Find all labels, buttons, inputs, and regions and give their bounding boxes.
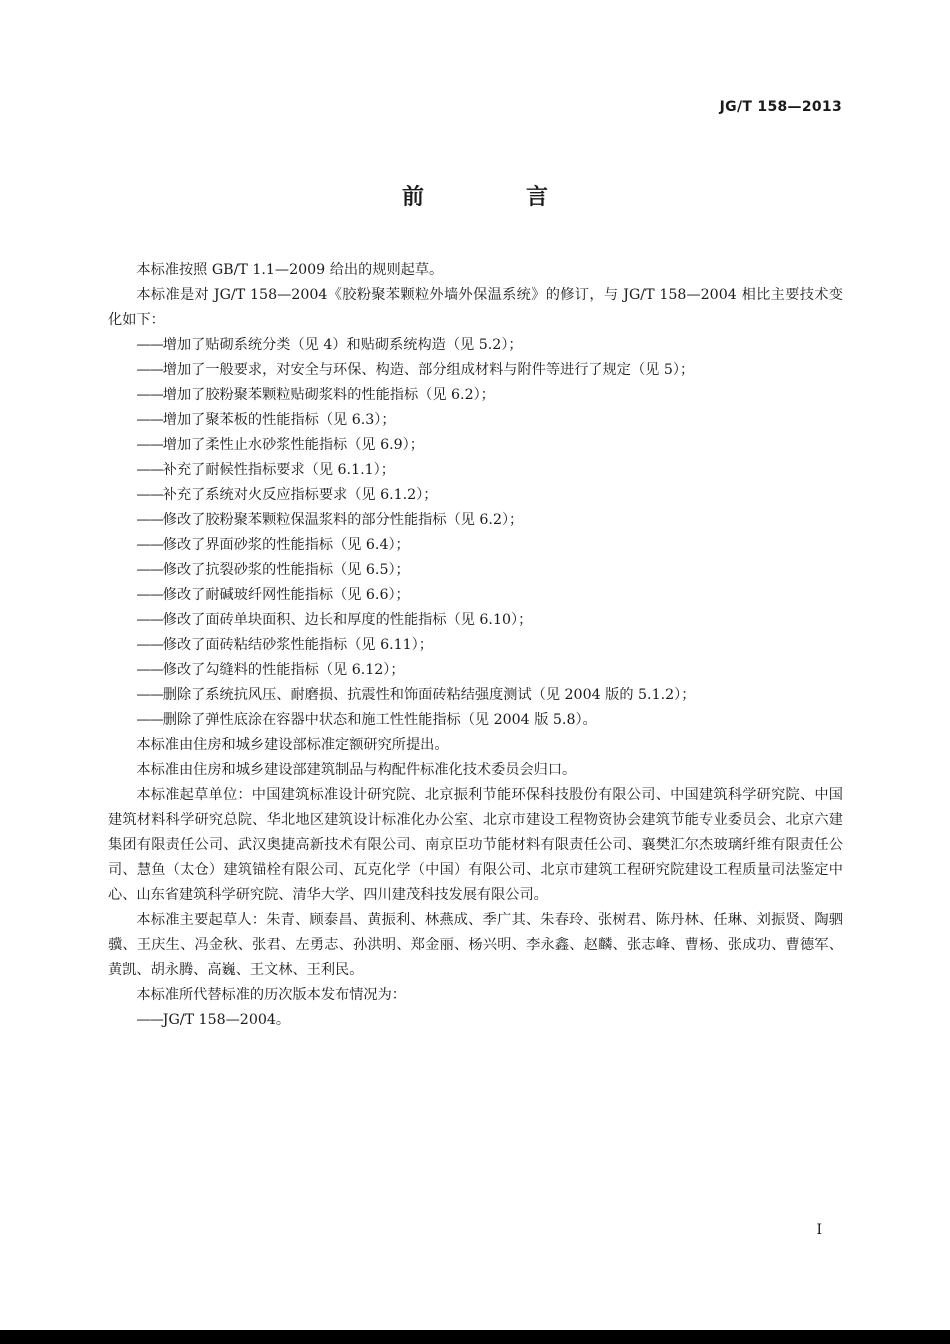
paragraph-proposer: 本标准由住房和城乡建设部标准定额研究所提出。 [136,737,449,753]
paragraph-drafting-units: 本标准起草单位：中国建筑标准设计研究院、北京振利节能环保科技股份有限公司、中国建筑科学研究院、中国建筑材料科学研究总院、华北地区建筑设计标准化办公室、北京市建设工程物资协会建筑节能专业委员会、北京六建集团有限责任公司、武汉奥捷高新技术有限公司、南京臣功节能材料有限责任公司、襄樊汇尔杰玻璃纤维有限责任公司、慧鱼（太仓）建筑锚栓有限公司、瓦克化学（中国）有限公司、北京市建筑工程研究院建设工程质量司法鉴定中心、山东省建筑科学研究院、清华大学、四川建茂科技发展有限公司。 [108,787,843,903]
paragraph-drafting-rules: 本标准按照 GB/T 1.1—2009 给出的规则起草。 [136,262,444,278]
history-item: ——JG/T 158—2004。 [136,1012,291,1028]
list-item: ——补充了耐候性指标要求（见 6.1.1）； [136,462,395,478]
list-item: ——增加了一般要求，对安全与环保、构造、部分组成材料与附件等进行了规定（见 5）； [136,362,695,378]
list-item: ——修改了抗裂砂浆的性能指标（见 6.5）； [136,562,410,578]
list-item: ——修改了勾缝料的性能指标（见 6.12）； [136,662,405,678]
list-item: ——修改了面砖粘结砂浆性能指标（见 6.11）； [136,637,433,653]
list-item: ——修改了胶粉聚苯颗粒保温浆料的部分性能指标（见 6.2）； [136,512,524,528]
paragraph-revision-intro: 本标准是对 JG/T 158—2004《胶粉聚苯颗粒外墙外保温系统》的修订，与 JG/T 158—2004 相比主要技术变化如下： [108,287,843,328]
changes-list [108,333,843,733]
list-item: ——修改了面砖单块面积、边长和厚度的性能指标（见 6.10）； [136,612,533,628]
document-code: JG/T 158—2013 [719,99,842,115]
paragraph-history-intro: 本标准所代替标准的历次版本发布情况为： [136,987,406,1003]
document-body [108,258,843,1033]
list-item: ——补充了系统对火反应指标要求（见 6.1.2）； [136,487,438,503]
bottom-border [0,1330,950,1344]
page-title: 前 言 [401,185,588,210]
paragraph-committee: 本标准由住房和城乡建设部建筑制品与构配件标准化技术委员会归口。 [136,762,577,778]
list-item: ——增加了胶粉聚苯颗粒贴砌浆料的性能指标（见 6.2）； [136,387,495,403]
list-item: ——修改了耐碱玻纤网性能指标（见 6.6）； [136,587,410,603]
page-number: I [816,1222,822,1238]
list-item: ——修改了界面砂浆的性能指标（见 6.4）； [136,537,410,553]
paragraph-drafters: 本标准主要起草人：朱青、顾泰昌、黄振利、林燕成、季广其、朱春玲、张树君、陈丹林、任琳、刘振贤、陶驷骥、王庆生、冯金秋、张君、左勇志、孙洪明、郑金丽、杨兴明、李永鑫、赵麟、张志峰、曹杨、张成功、曹德军、黄凯、胡永腾、高巍、王文林、王利民。 [108,912,843,978]
list-item: ——删除了系统抗风压、耐磨损、抗震性和饰面砖粘结强度测试（见 2004 版的 5.1.2）； [136,687,696,703]
list-item: ——增加了柔性止水砂浆性能指标（见 6.9）； [136,437,424,453]
list-item: ——删除了弹性底涂在容器中状态和施工性性能指标（见 2004 版 5.8）。 [136,712,597,728]
list-item: ——增加了聚苯板的性能指标（见 6.3）； [136,412,396,428]
list-item: ——增加了贴砌系统分类（见 4）和贴砌系统构造（见 5.2）； [136,337,523,353]
